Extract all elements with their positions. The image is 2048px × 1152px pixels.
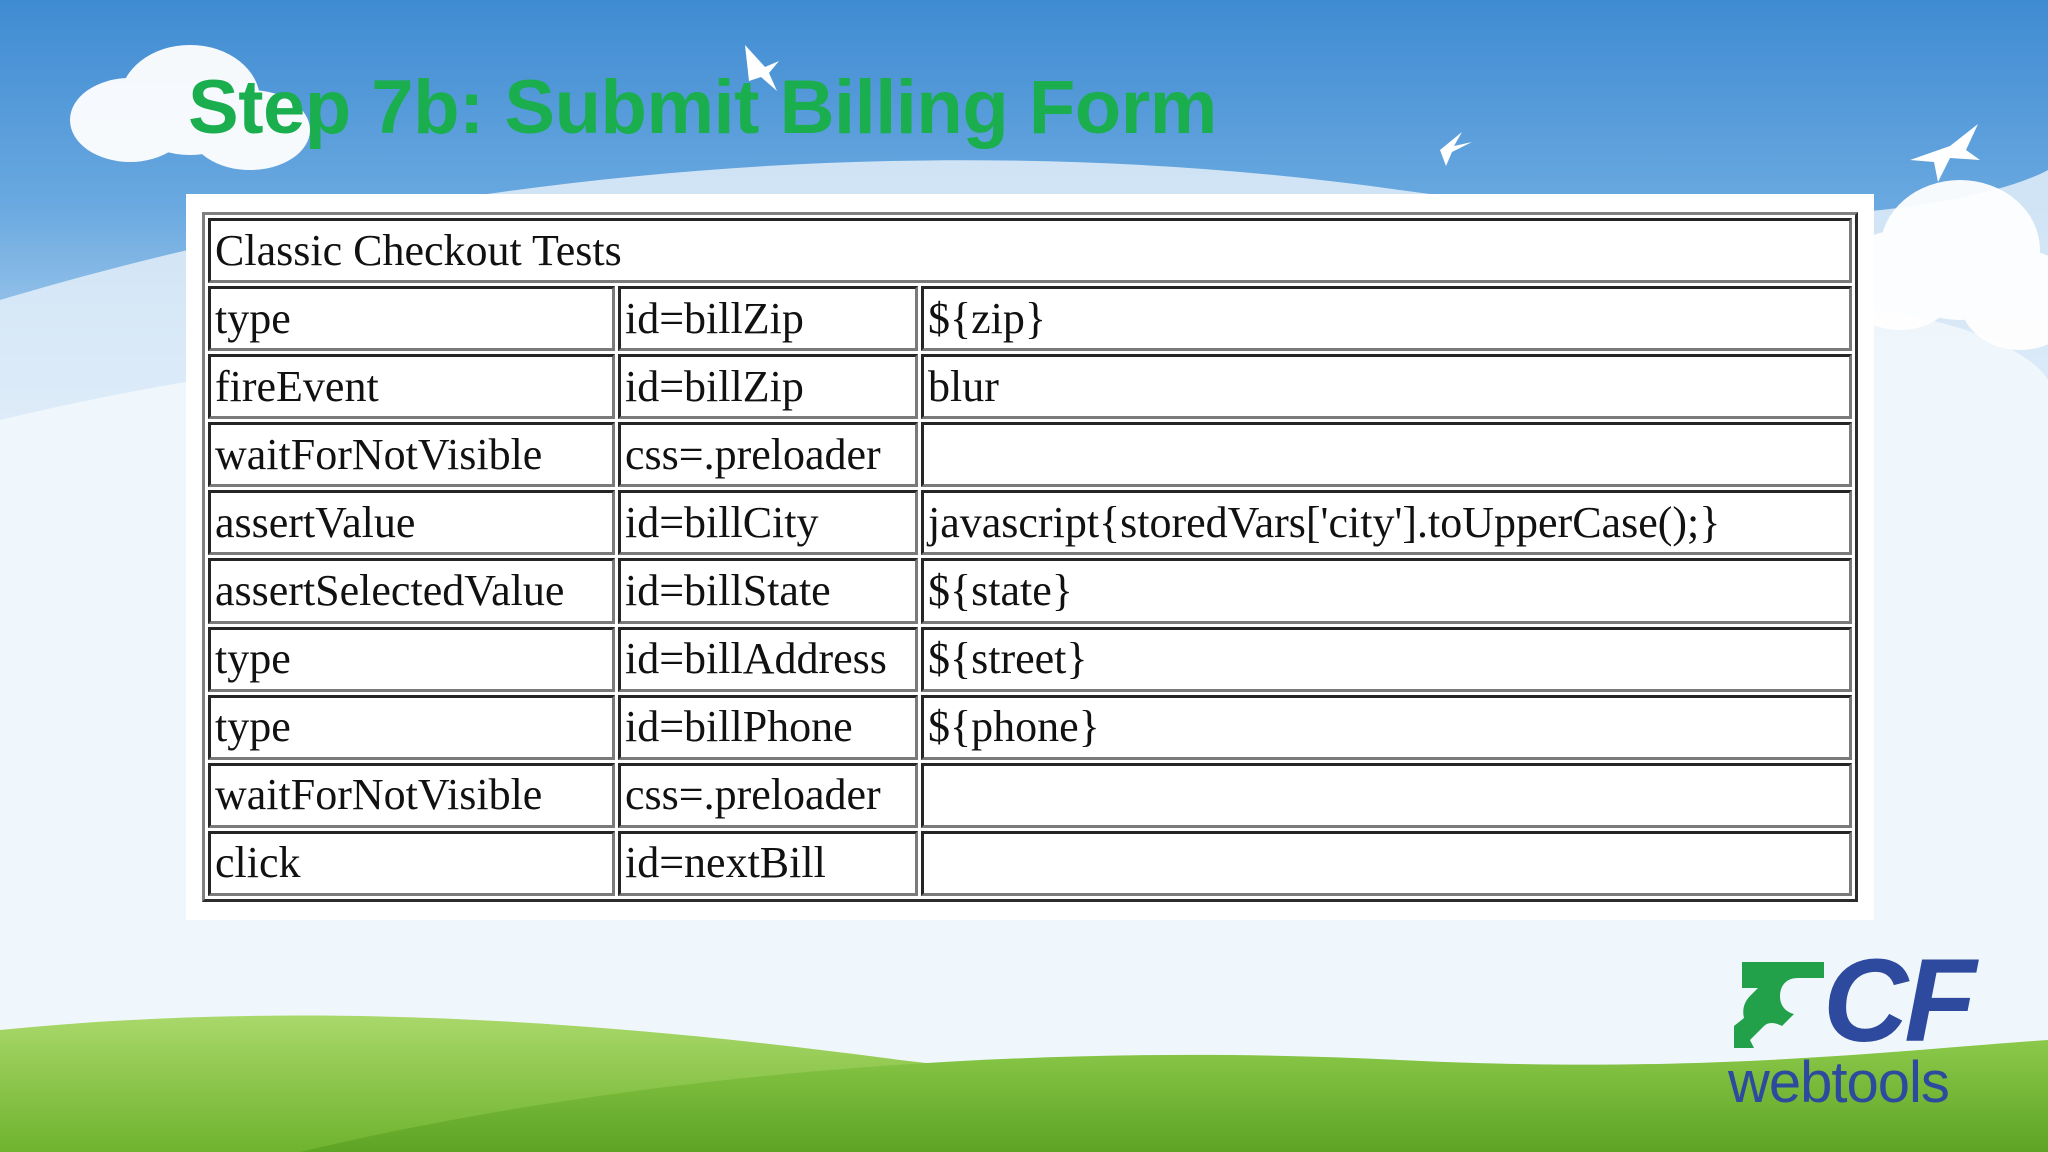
- test-case-table: [202, 212, 1858, 902]
- target-cell: id=billCity: [618, 490, 918, 555]
- test-table-panel: [186, 194, 1874, 920]
- cfwebtools-logo: [1728, 935, 1998, 1116]
- command-cell: assertSelectedValue: [208, 558, 615, 623]
- table-row: [208, 695, 1852, 760]
- value-cell: ${state}: [921, 558, 1852, 623]
- value-cell: [921, 831, 1852, 896]
- command-cell: type: [208, 286, 615, 351]
- table-row: [208, 558, 1852, 623]
- target-cell: id=billPhone: [618, 695, 918, 760]
- wrench-icon: [1728, 956, 1828, 1052]
- target-cell: id=billZip: [618, 286, 918, 351]
- value-cell: ${zip}: [921, 286, 1852, 351]
- value-cell: [921, 763, 1852, 828]
- target-cell: css=.preloader: [618, 422, 918, 487]
- command-cell: type: [208, 695, 615, 760]
- table-row: [208, 490, 1852, 555]
- slide-title: Step 7b: Submit Billing Form: [188, 65, 1217, 150]
- command-cell: type: [208, 627, 615, 692]
- value-cell: ${phone}: [921, 695, 1852, 760]
- value-cell: ${street}: [921, 627, 1852, 692]
- table-row: [208, 627, 1852, 692]
- target-cell: id=billZip: [618, 354, 918, 419]
- command-cell: waitForNotVisible: [208, 763, 615, 828]
- command-cell: waitForNotVisible: [208, 422, 615, 487]
- table-header-row: [208, 218, 1852, 283]
- value-cell: [921, 422, 1852, 487]
- logo-webtools-text: webtools: [1728, 1050, 1949, 1115]
- target-cell: css=.preloader: [618, 763, 918, 828]
- value-cell: blur: [921, 354, 1852, 419]
- table-row: [208, 286, 1852, 351]
- value-cell: javascript{storedVars['city'].toUpperCase();}: [921, 490, 1852, 555]
- table-row: [208, 763, 1852, 828]
- command-cell: click: [208, 831, 615, 896]
- target-cell: id=billState: [618, 558, 918, 623]
- target-cell: id=billAddress: [618, 627, 918, 692]
- logo-cf-text: CF: [1823, 935, 1973, 1067]
- table-row: [208, 422, 1852, 487]
- table-row: [208, 354, 1852, 419]
- command-cell: assertValue: [208, 490, 615, 555]
- table-row: [208, 831, 1852, 896]
- target-cell: id=nextBill: [618, 831, 918, 896]
- command-cell: fireEvent: [208, 354, 615, 419]
- table-caption: Classic Checkout Tests: [208, 218, 1852, 283]
